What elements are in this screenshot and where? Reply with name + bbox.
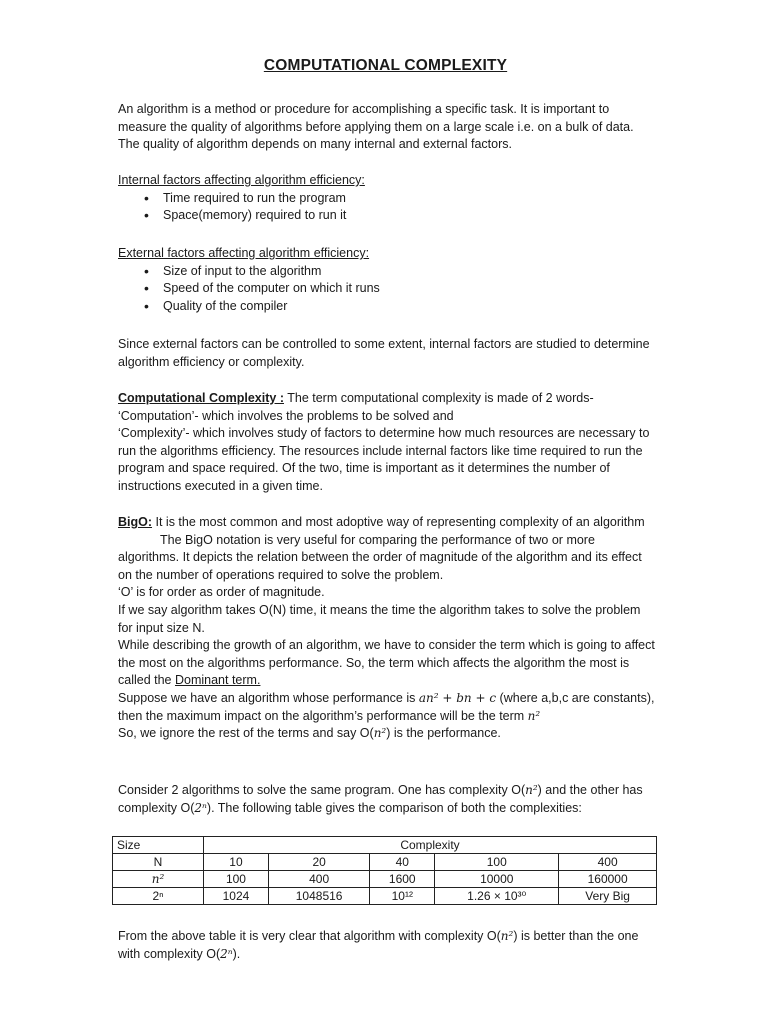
internal-factors-section [118,172,658,225]
consider-paragraph: Consider 2 algorithms to solve the same program. One has complexity O(n²) and the other has complexity O(2ⁿ). The following table gives the comparison of both the complexities: [118,783,643,815]
list-item: • Size of input to the algorithm [118,263,658,281]
list-item: • Quality of the compiler [118,298,658,316]
bigo-section: BigO: It is the most common and most adoptive way of representing complexity of an algorithm The BigO notation is very useful for comparing the performance of two or more algorithms. It depicts the relation between the order of magnitude of the algorithm and its effect on the number of operations required to solve the problem. ‘O’ is for order as order of magnitude. If we say algorithm takes O(N) time, it means the time the algorithm takes to solve the problem for input size N. While describing the growth of an algorithm, we have to consider the term which is going to affect the most on the algorithms performance. So, the term which affects the algorithm the most is called the Dominant term. Suppose we have an algorithm whose performance is an² + bn + c (where a,b,c are constants), then the maximum impact on the algorithm’s performance will be the term n² So, we ignore the rest of the terms and say O(n²) is the performance. [118,515,655,741]
table-header-row [113,837,657,854]
list-item: • Space(memory) required to run it [118,207,658,225]
complexity-table [112,836,657,905]
table-row: N 10 20 40 100 400 [113,854,657,871]
dominant-term: Dominant term. [174,673,261,688]
external-factors-section [118,245,658,315]
page-title: COMPUTATIONAL COMPLEXITY [263,57,508,74]
cc-label: Computational Complexity : [118,391,284,405]
computational-complexity-section: Computational Complexity : The term computational complexity is made of 2 words- ‘Computation’- which involves the problems to be solved and ‘Complexity’- which involves study of factors to determine how much resources are necessary to run the algorithms efficiency. The resources include internal factors like time required to run the program and space required. Of the two, time is important as it determines the number of instructions executed in a given time. [118,391,650,493]
internal-factors-heading: Internal factors affecting algorithm efficiency: [118,173,365,187]
size-header: Size [113,837,204,854]
bigo-label: BigO: [118,515,153,529]
conclusion-paragraph: From the above table it is very clear that algorithm with complexity O(n²) is better than the one with complexity O(2ⁿ). [118,929,639,961]
list-item: • Speed of the computer on which it runs [118,280,658,298]
external-factors-heading: External factors affecting algorithm efficiency: [118,246,370,260]
intro-paragraph: An algorithm is a method or procedure for accomplishing a specific task. It is important to measure the quality of algorithms before applying them on a large scale i.e. on a bulk of data. The quality of algorithm depends on many internal and external factors. [118,102,634,152]
table-row: 2ⁿ 1024 1048516 10¹² 1.26 × 10³⁰ Very Big [113,888,657,905]
complexity-header: Complexity [204,837,657,854]
list-item: • Time required to run the program [118,190,658,208]
since-paragraph: Since external factors can be controlled to some extent, internal factors are studied to determine algorithm efficiency or complexity. [118,337,650,369]
table-row: n² 100 400 1600 10000 160000 [113,871,657,888]
internal-factors-list [118,190,658,225]
external-factors-list [118,263,658,316]
performance-expression: an² + bn + c [418,690,497,705]
